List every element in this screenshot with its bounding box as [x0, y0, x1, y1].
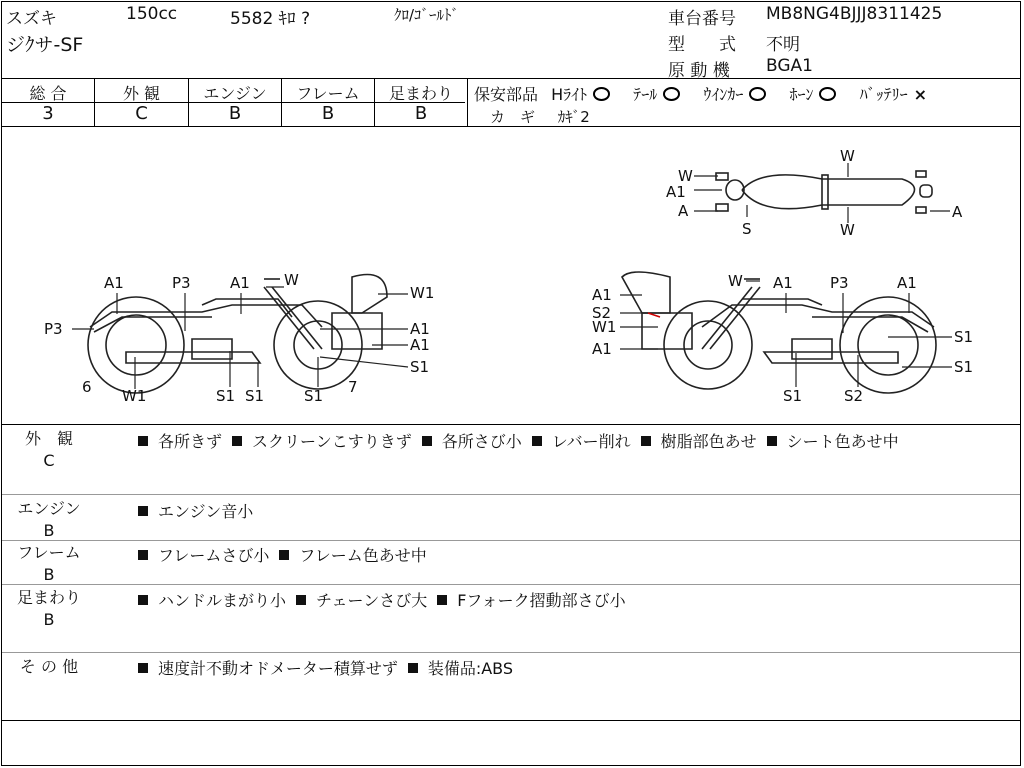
grade-engine-value: B [228, 103, 242, 124]
bike-left-side-view [88, 275, 387, 394]
color: ｸﾛ/ｺﾞｰﾙﾄﾞ [394, 6, 460, 24]
diag-right-label: S1 [954, 358, 974, 376]
winker-ok-icon [749, 87, 766, 101]
diag-left-label: 6 [82, 378, 92, 396]
type-value: 不明 [766, 35, 800, 55]
winker-label: ｳｲﾝｶｰ [703, 85, 744, 104]
diag-left-label: P3 [44, 320, 63, 338]
diag-left-label: A1 [230, 274, 250, 292]
diag-left-label: W1 [122, 387, 147, 405]
taillight-ok-icon [663, 87, 680, 101]
diag-top-label: A [952, 203, 963, 221]
battery-label: ﾊﾞｯﾃﾘｰ [859, 85, 908, 104]
horn-label: ﾎｰﾝ [789, 85, 814, 104]
section-frame-items: フレームさび小 フレーム色あせ中 [138, 543, 437, 566]
diag-left-label: S1 [216, 387, 236, 405]
diag-left-label: S1 [304, 387, 324, 405]
diag-left-label: W [284, 271, 299, 289]
diag-top-label: W [840, 221, 855, 239]
model-name: ジｸサ-SF [6, 34, 84, 56]
safety-title: 保安部品 [474, 85, 539, 104]
type-label: 型 式 [668, 35, 736, 55]
section-suspension-label: 足まわり B [16, 588, 81, 629]
engine-value: BGA1 [766, 56, 813, 76]
taillight-label: ﾃｰﾙ [633, 85, 658, 104]
diag-left-label: A1 [410, 336, 430, 354]
diag-right-label: S2 [592, 304, 612, 322]
diag-top-label: W [678, 167, 693, 185]
bike-top-view [716, 171, 932, 213]
grade-exterior-value: C [135, 103, 148, 124]
diag-left-label: S1 [410, 358, 430, 376]
displacement: 150cc [126, 4, 178, 24]
diagram-labels [44, 147, 973, 405]
key-info [490, 106, 590, 127]
divider [2, 78, 1020, 79]
safety-parts [474, 82, 927, 105]
diag-right-label: A1 [592, 340, 612, 358]
diag-right-label: W1 [592, 318, 617, 336]
diag-right-label: P3 [830, 274, 849, 292]
frame-number-label: 車台番号 [668, 9, 736, 29]
grade-exterior-label: 外 観 [122, 84, 161, 103]
diag-left-label: P3 [172, 274, 191, 292]
section-engine-items: エンジン音小 [138, 499, 263, 522]
headlight-label: Hﾗｲﾄ [551, 85, 588, 104]
frame-number: MB8NG4BJJJ8311425 [766, 4, 943, 24]
grade-frame-value: B [321, 103, 335, 124]
section-suspension-items: ハンドルまがり小 チェーンさび大 Fフォーク摺動部さび小 [138, 588, 636, 611]
grade-overall-value: 3 [42, 103, 54, 124]
grade-suspension-label: 足まわり [388, 84, 453, 103]
section-frame-label: フレーム B [17, 543, 81, 584]
diag-top-label: A1 [666, 183, 686, 201]
mileage: 5582 ｷﾛ ? [230, 9, 311, 29]
battery-ng-icon: × [913, 85, 927, 104]
diag-right-label: S1 [954, 328, 974, 346]
diag-left-label: A1 [410, 320, 430, 338]
inspection-sheet [1, 1, 1021, 766]
diag-right-label: A1 [773, 274, 793, 292]
leader-lines [72, 163, 952, 389]
key-label: カ ギ [490, 108, 536, 126]
diag-right-label: A1 [897, 274, 917, 292]
section-exterior-items: 各所きず スクリーンこすりきず 各所さび小 レバー削れ 樹脂部色あせ シート色あせ中 [138, 429, 909, 452]
diag-top-label: A [678, 202, 689, 220]
key-value: ｶｷﾞ2 [557, 108, 590, 126]
section-exterior-label: 外 観 C [24, 429, 73, 470]
grade-suspension-value: B [414, 103, 428, 124]
section-other-items: 速度計不動オドメーター積算せず 装備品:ABS [138, 656, 523, 679]
diag-left-label: A1 [104, 274, 124, 292]
damage-diagram [2, 127, 1020, 425]
diag-left-label: W1 [410, 284, 435, 302]
diag-right-label: A1 [592, 286, 612, 304]
diag-right-label: S2 [844, 387, 864, 405]
diag-top-label: W [840, 147, 855, 165]
horn-ok-icon [819, 87, 836, 101]
diag-right-label: S1 [783, 387, 803, 405]
section-engine-label: エンジン B [17, 499, 81, 540]
diag-top-label: S [742, 220, 752, 238]
grade-overall-label: 総 合 [29, 84, 67, 103]
grade-frame-label: フレーム [296, 84, 360, 103]
engine-label: 原 動 機 [668, 61, 730, 81]
section-other-label: そ の 他 [19, 657, 79, 676]
diag-right-label: W [728, 272, 743, 290]
diag-left-label: S1 [245, 387, 265, 405]
grade-engine-label: エンジン [203, 84, 267, 103]
maker: スズキ [6, 9, 57, 29]
headlight-ok-icon [593, 87, 610, 101]
diag-left-label: 7 [348, 378, 358, 396]
